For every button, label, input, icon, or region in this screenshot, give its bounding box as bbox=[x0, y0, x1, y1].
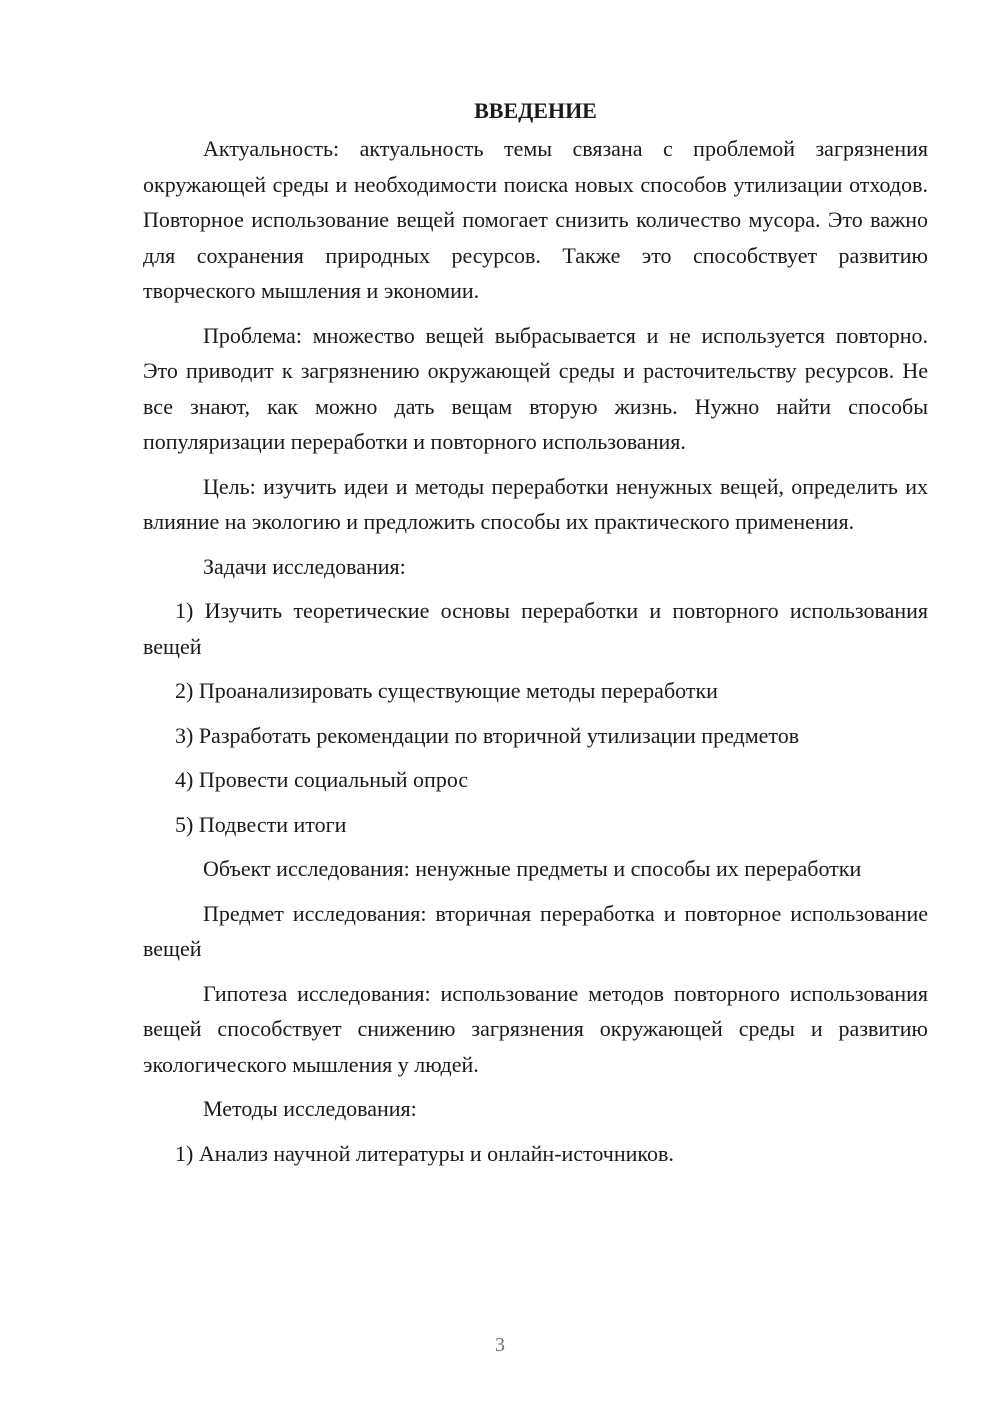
task-item: 4) Провести социальный опрос bbox=[175, 767, 469, 792]
document-page bbox=[143, 96, 928, 1180]
task-item: 3) Разработать рекомендации по вторичной утилизации предметов bbox=[175, 722, 800, 748]
goal-paragraph: Цель: изучить идеи и методы переработки ненужных вещей, определить их влияние на экологию и предложить способы их практического применения. bbox=[143, 473, 928, 534]
task-item: 1) Изучить теоретические основы переработки и повторного использования вещей bbox=[143, 598, 928, 659]
method-item: 1) Анализ научной литературы и онлайн-источников. bbox=[175, 1140, 674, 1166]
relevance-paragraph: Актуальность: актуальность темы связана с проблемой загрязнения окружающей среды и необходимости поиска новых способов утилизации отходов. Повторное использование вещей помогает снизить количество мусора. Это важно для сохранения природных ресурсов. Также это способствует развитию творческого мышления и экономии. bbox=[143, 136, 928, 303]
problem-paragraph: Проблема: множество вещей выбрасывается и не используется повторно. Это приводит к загрязнению окружающей среды и расточительству ресурсов. Не все знают, как можно дать вещам вторую жизнь. Нужно найти способы популяризации переработки и повторного использования. bbox=[143, 322, 928, 454]
tasks-title: Задачи исследования: bbox=[203, 553, 406, 579]
object-paragraph: Объект исследования: ненужные предметы и способы их переработки bbox=[203, 856, 862, 881]
page-number: 3 bbox=[495, 1334, 505, 1356]
hypothesis-paragraph: Гипотеза исследования: использование методов повторного использования вещей способствует снижению загрязнения окружающей среды и развитию экологического мышления у людей. bbox=[143, 980, 928, 1077]
section-heading: ВВЕДЕНИЕ bbox=[474, 98, 597, 123]
task-item: 2) Проанализировать существующие методы переработки bbox=[175, 678, 718, 703]
subject-paragraph: Предмет исследования: вторичная переработка и повторное использование вещей bbox=[143, 900, 928, 961]
methods-title: Методы исследования: bbox=[203, 1096, 417, 1121]
task-item: 5) Подвести итоги bbox=[175, 811, 347, 837]
